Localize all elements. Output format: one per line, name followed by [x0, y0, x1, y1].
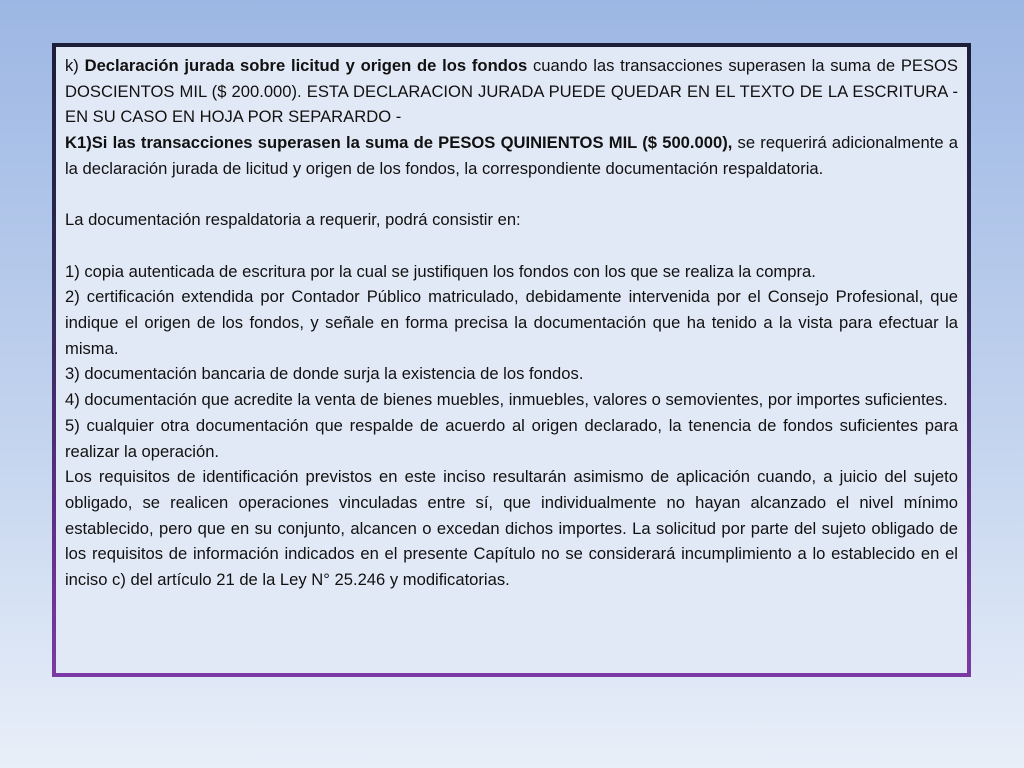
list-item-3: 3) documentación bancaria de donde surja la existencia de los fondos.: [65, 364, 584, 384]
paragraph-k-bold: Declaración jurada sobre licitud y origen de los fondos: [84, 56, 528, 75]
list-item-2: 2) certificación extendida por Contador Público matriculado, debidamente intervenida por el Consejo Profesional, que indique el origen de los fondos, y señale en forma precisa la documentación que ha tenido a la vista para efectuar la misma.: [65, 287, 958, 358]
dashed-text-frame: [52, 43, 971, 677]
paragraph-k1-bold: K1)Si las transacciones superasen la suma de PESOS QUINIENTOS MIL ($ 500.000),: [65, 133, 733, 153]
paragraph-k-text: cuando las transacciones superasen la suma de PESOS DOSCIENTOS MIL ($ 200.000). ESTA DECLARACION JURADA PUEDE QUEDAR EN EL TEXTO DE LA ESCRITURA - EN SU CASO EN HOJA POR SEPARARDO -: [65, 56, 958, 127]
paragraph-k1-text: se requerirá adicionalmente a la declaración jurada de licitud y origen de los fondos, la correspondiente documentación respaldatoria.: [65, 133, 958, 178]
list-item-4: 4) documentación que acredite la venta de bienes muebles, inmuebles, valores o semovientes, por importes suficientes.: [65, 390, 948, 410]
spacer: [65, 233, 958, 259]
paragraph-k: [65, 53, 958, 130]
spacer: [65, 182, 958, 208]
paragraph-k1: [65, 130, 958, 181]
closing-paragraph: Los requisitos de identificación previstos en este inciso resultarán asimismo de aplicación cuando, a juicio del sujeto obligado, se realicen operaciones vinculadas entre sí, que individualmente no hayan alcanzado el nivel mínimo establecido, pero que en su conjunto, alcancen o excedan dichos importes. La solicitud por parte del sujeto obligado de los requisitos de información indicados en el presente Capítulo no se considerará incumplimiento a lo establecido en el inciso c) del artículo 21 de la Ley N° 25.246 y modificatorias.: [65, 467, 958, 590]
paragraph-k-lead: k): [65, 56, 85, 75]
intro-paragraph: La documentación respaldatoria a requerir, podrá consistir en:: [65, 210, 521, 230]
list-item-1: 1) copia autenticada de escritura por la cual se justifiquen los fondos con los que se realiza la compra.: [65, 261, 816, 281]
list-item-5: 5) cualquier otra documentación que respalde de acuerdo al origen declarado, la tenencia de fondos suficientes para realizar la operación.: [65, 415, 958, 461]
document-body: [65, 53, 958, 593]
